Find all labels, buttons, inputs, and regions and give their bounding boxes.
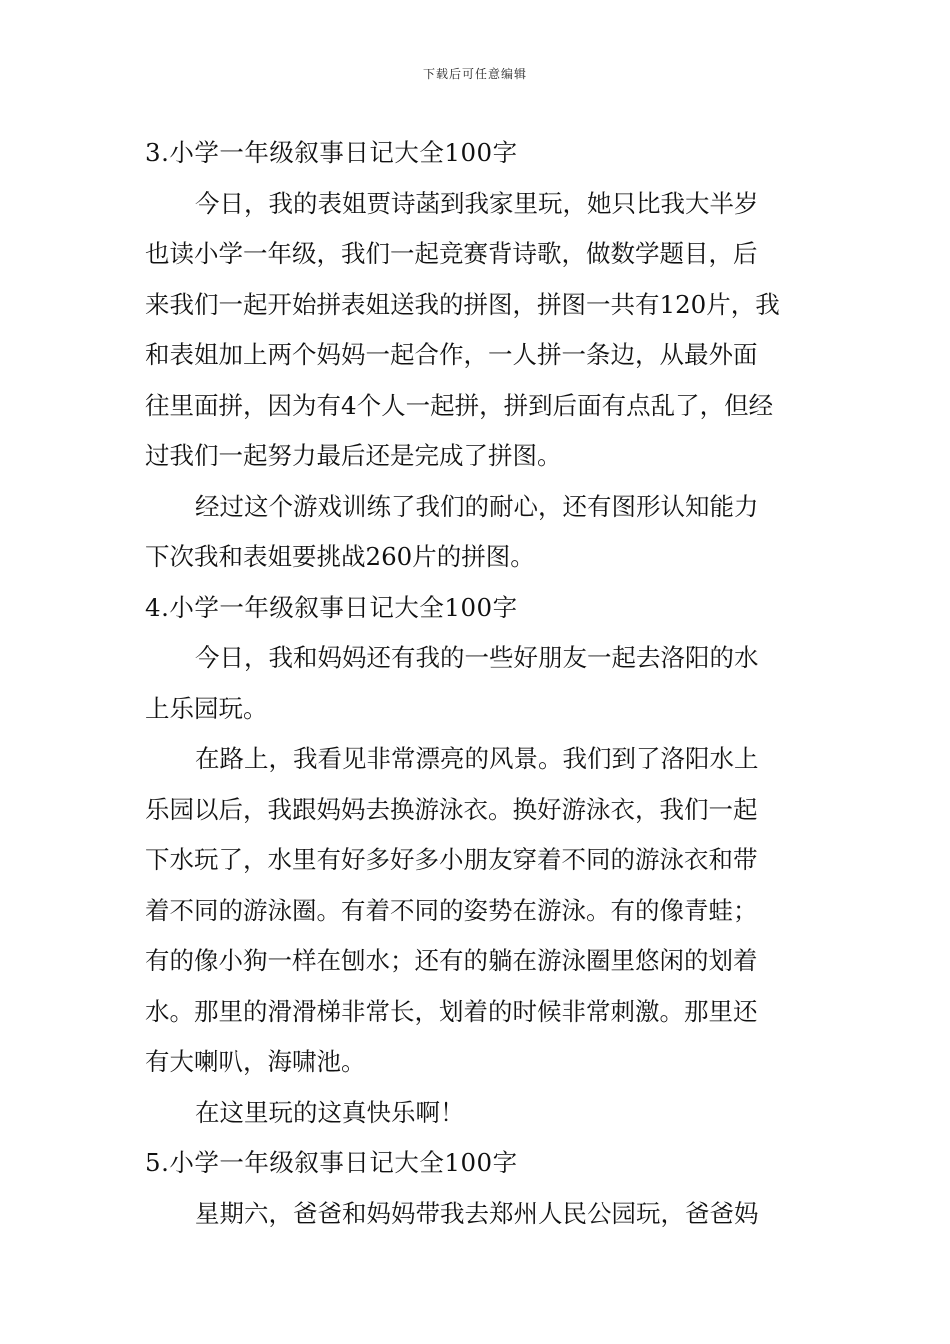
text-line: 今日，我的表姐贾诗菡到我家里玩，她只比我大半岁: [195, 188, 759, 218]
text-line: 和表姐加上两个妈妈一起合作，一人拼一条边，从最外面: [145, 340, 758, 369]
text-line: 往里面拼，因为有4个人一起拼，拼到后面有点乱了，但经: [145, 390, 774, 420]
text-line: 乐园以后，我跟妈妈去换游泳衣。换好游泳衣，我们一起: [145, 794, 758, 824]
text-line: 也读小学一年级，我们一起竞赛背诗歌，做数学题目，后: [145, 239, 758, 268]
section-heading: 5.小学一年级叙事日记大全100字: [145, 1148, 518, 1177]
text-line: 着不同的游泳圈。有着不同的姿势在游泳。有的像青蛙；: [145, 895, 758, 925]
document-body: [145, 128, 807, 1239]
text-line: 下次我和表姐要挑战260片的拼图。: [145, 542, 535, 571]
text-line: 下水玩了，水里有好多好多小朋友穿着不同的游泳衣和带: [145, 845, 758, 874]
section-heading: 4.小学一年级叙事日记大全100字: [145, 592, 518, 622]
section-heading: 3.小学一年级叙事日记大全100字: [145, 138, 518, 167]
text-line: 有大喇叭，海啸池。: [145, 1047, 366, 1076]
text-line: 过我们一起努力最后还是完成了拼图。: [145, 441, 562, 470]
text-line: 上乐园玩。: [145, 693, 268, 723]
text-line: 在路上，我看见非常漂亮的风景。我们到了洛阳水上: [195, 744, 759, 773]
text-line: 有的像小狗一样在刨水；还有的躺在游泳圈里悠闲的划着: [145, 946, 758, 975]
text-line: 水。那里的滑滑梯非常长，划着的时候非常刺激。那里还: [145, 996, 758, 1026]
text-line: 来我们一起开始拼表姐送我的拼图，拼图一共有120片，我: [145, 289, 780, 319]
text-line: 在这里玩的这真快乐啊！: [195, 1097, 465, 1127]
text-line: 经过这个游戏训练了我们的耐心，还有图形认知能力: [195, 491, 759, 521]
text-line: 星期六，爸爸和妈妈带我去郑州人民公园玩，爸爸妈: [195, 1198, 759, 1228]
page-header-note: 下载后可任意编辑: [422, 67, 527, 81]
text-line: 今日，我和妈妈还有我的一些好朋友一起去洛阳的水: [195, 643, 759, 672]
